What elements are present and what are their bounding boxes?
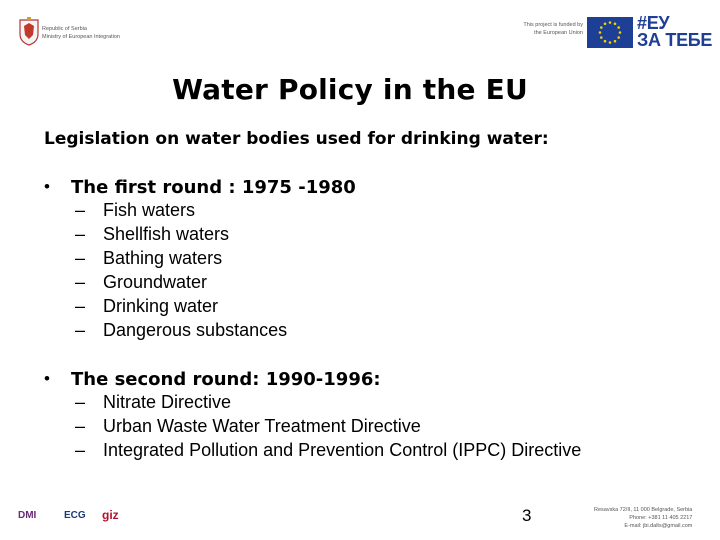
list-item <box>75 246 287 270</box>
brand-line-1: #ЕУ <box>637 13 670 33</box>
dash-icon: – <box>75 440 86 460</box>
serbia-ministry-logo <box>14 13 149 49</box>
round-1-heading: The first round : 1975 -1980 <box>71 177 356 198</box>
round-2-list <box>75 390 581 462</box>
list-item-text: Shellfish waters <box>103 224 230 244</box>
list-item-text: Nitrate Directive <box>103 392 232 412</box>
list-item-text: Bathing waters <box>103 248 223 268</box>
eu-funding-logo <box>508 13 713 53</box>
slide-subtitle: Legislation on water bodies used for drinking water: <box>44 129 549 149</box>
bullet-icon: • <box>44 369 50 388</box>
list-item-text: Groundwater <box>103 272 208 292</box>
dash-icon: – <box>75 248 86 268</box>
contact-email: E-mail: jbi.dalts@gmail.com <box>624 523 693 529</box>
page-number: 3 <box>522 506 532 525</box>
ministry-line-1: Republic of Serbia <box>42 26 87 32</box>
round-1-list <box>75 198 287 342</box>
serbia-coat-of-arms-icon <box>18 16 40 46</box>
dash-icon: – <box>75 392 86 412</box>
eu-funded-line-1: This project is funded by <box>523 22 583 28</box>
eu-funded-line-2: the European Union <box>534 30 583 36</box>
list-item-text: Urban Waste Water Treatment Directive <box>103 416 421 436</box>
list-item <box>75 390 581 414</box>
list-item <box>75 222 287 246</box>
list-item <box>75 270 287 294</box>
list-item-text: Fish waters <box>103 200 196 220</box>
list-item <box>75 438 581 462</box>
list-item-text: Drinking water <box>103 296 219 316</box>
contact-address: Resavska 72/II, 11 000 Belgrade, Serbia <box>594 507 693 513</box>
giz-logo: giz <box>102 508 119 522</box>
eu-flag-icon <box>587 17 633 48</box>
list-item <box>75 414 581 438</box>
list-item <box>75 318 287 342</box>
brand-line-2: ЗА ТЕБЕ <box>637 30 713 50</box>
slide-title: Water Policy in the EU <box>172 73 528 106</box>
dash-icon: – <box>75 416 86 436</box>
dmi-logo: DMI <box>18 510 37 521</box>
list-item-text: Dangerous substances <box>103 320 288 340</box>
contact-phone: Phone: +381 11 405 2217 <box>629 515 693 521</box>
dash-icon: – <box>75 296 86 316</box>
list-item-text: Integrated Pollution and Prevention Control (IPPC) Directive <box>103 440 582 460</box>
round-2-heading: The second round: 1990-1996: <box>71 369 381 390</box>
ecg-logo: ECG <box>64 510 86 521</box>
contact-info <box>594 506 692 530</box>
dash-icon: – <box>75 200 86 220</box>
eu-za-tebe-brand <box>637 15 712 49</box>
bullet-icon: • <box>44 177 50 196</box>
list-item <box>75 198 287 222</box>
partner-logos <box>14 508 154 528</box>
dash-icon: – <box>75 272 86 292</box>
ministry-line-2: Ministry of European Integration <box>42 34 120 40</box>
dash-icon: – <box>75 320 86 340</box>
dash-icon: – <box>75 224 86 244</box>
list-item <box>75 294 287 318</box>
